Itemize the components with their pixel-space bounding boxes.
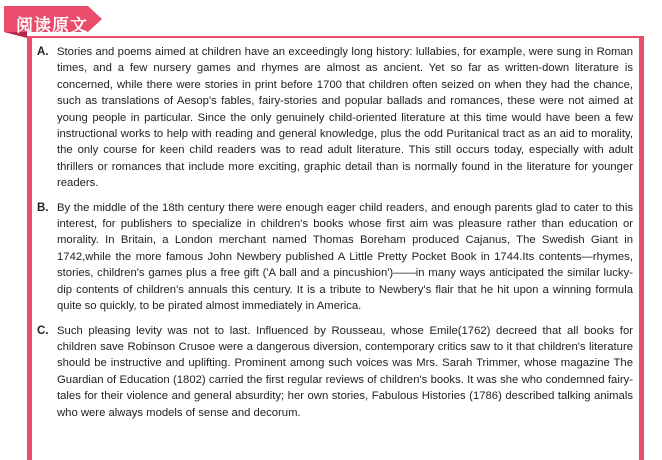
paragraph-letter: A.: [37, 46, 49, 58]
paragraph-letter: C.: [37, 324, 49, 337]
paragraph-a: [33, 44, 633, 192]
paragraph-letter: B.: [37, 201, 49, 214]
reading-content: [33, 44, 633, 429]
paragraph-b: [33, 200, 633, 315]
paragraph-c: [33, 323, 633, 421]
section-tag: [4, 6, 104, 36]
section-title: 阅读原文: [16, 16, 88, 36]
paragraph-text: Stories and poems aimed at children have an exceedingly long history: lullabies, for example, were sung in Roman times, and a few nursery games and rhymes are almost as ancient. Yet so far as written-down literature is concerned, while there were stories in print before 1700 that children often seized on when they had the chance, such as translations of Aesop's fables, fairy-stories and popular ballads and romances, these were not aimed at young people in particular. Since the only genuinely child-oriented literature at this time would have been a few instructional works to help with reading and general knowledge, plus the odd Puritanical tract as an aid to morality, the only course for keen child readers was to read adult literature. This still occurs today, especially with adult thrillers or romances that include more exciting, graphic detail than is normally found in the literature for younger readers.: [57, 46, 633, 190]
paragraph-text: Such pleasing levity was not to last. Influenced by Rousseau, whose Emile(1762) decreed that all books for children save Robinson Crusoe were a dangerous diversion, contemporary critics saw to it that children's literature should be instructive and uplifting. Prominent among such voices was Mrs. Sarah Trimmer, whose magazine The Guardian of Education (1802) carried the first regular reviews of children's books. It was she who condemned fairy-tales for their violence and general absurdity; her own stories, Fabulous Histories (1786) described talking animals who were always models of sense and decorum.: [57, 324, 633, 419]
paragraph-text: By the middle of the 18th century there were enough eager child readers, and enough parents glad to cater to this interest, for publishers to specialize in children's books whose first aim was pleasure rather than education or morality. In Britain, a London merchant named Thomas Boreham produced Cajanus, The Swedish Giant in 1742,while the more famous John Newbery published A Little Pretty Pocket Book in 1744.Its contents—rhymes, stories, children's games plus a free gift ('A ball and a pincushion')——in many ways anticipated the similar lucky-dip contents of children's annuals this century. It is a tribute to Newbery's flair that he hit upon a winning formula quite so quickly, to be pirated almost immediately in America.: [57, 201, 633, 313]
